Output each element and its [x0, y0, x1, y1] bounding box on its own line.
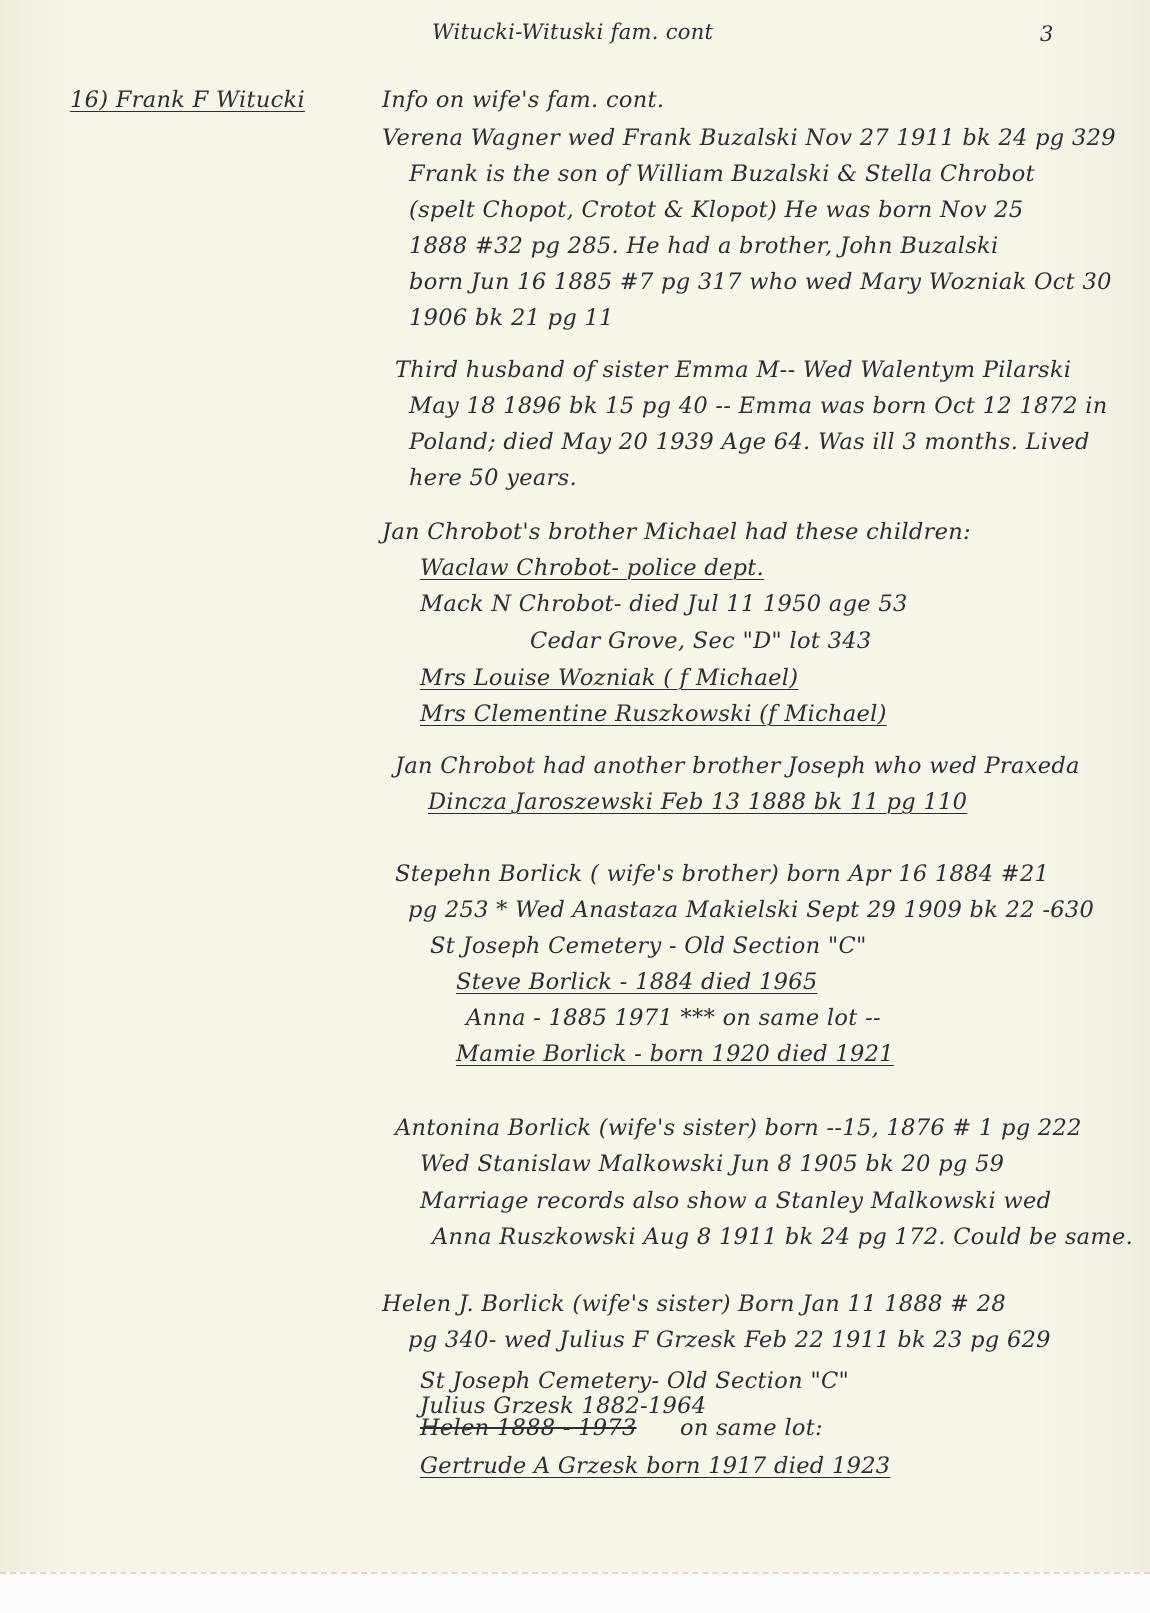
text-line: born Jun 16 1885 #7 pg 317 who wed Mary Wozniak Oct 30: [409, 269, 1112, 295]
text-line: Jan Chrobot had another brother Joseph who wed Praxeda: [395, 753, 1080, 779]
text-line: May 18 1896 bk 15 pg 40 -- Emma was born Oct 12 1872 in: [409, 393, 1108, 419]
text-line: 1888 #32 pg 285. He had a brother, John Buzalski: [409, 233, 999, 259]
text-line: Steve Borlick - 1884 died 1965: [456, 969, 818, 995]
text-line: Anna - 1885 1971 *** on same lot --: [466, 1005, 881, 1031]
text-line: Jan Chrobot's brother Michael had these children:: [382, 519, 971, 545]
text-line: Antonina Borlick (wife's sister) born --15, 1876 # 1 pg 222: [395, 1115, 1082, 1141]
text-line: St Joseph Cemetery- Old Section "C": [420, 1368, 850, 1394]
text-line: Wed Stanislaw Malkowski Jun 8 1905 bk 20 pg 59: [420, 1151, 1005, 1177]
text-line: Julius Grzesk 1882-1964: [420, 1393, 707, 1419]
text-line: 1906 bk 21 pg 11: [409, 305, 614, 331]
text-line: Helen 1888 - 1973: [420, 1415, 637, 1441]
text-line: Third husband of sister Emma M-- Wed Walentym Pilarski: [395, 357, 1072, 383]
text-line: Info on wife's fam. cont.: [382, 87, 665, 113]
text-line: Verena Wagner wed Frank Buzalski Nov 27 1911 bk 24 pg 329: [382, 125, 1116, 151]
text-line: Helen J. Borlick (wife's sister) Born Jan 11 1888 # 28: [382, 1291, 1006, 1317]
text-line: Waclaw Chrobot- police dept.: [420, 555, 765, 581]
text-line: Anna Ruszkowski Aug 8 1911 bk 24 pg 172. Could be same.: [432, 1224, 1134, 1250]
page-bottom-edge: [0, 1572, 1150, 1613]
page-number: 3: [1040, 22, 1054, 46]
text-line: Stepehn Borlick ( wife's brother) born Apr 16 1884 #21: [395, 861, 1050, 887]
text-line: Mack N Chrobot- died Jul 11 1950 age 53: [420, 591, 908, 617]
text-line: here 50 years.: [409, 465, 577, 491]
text-line: Mamie Borlick - born 1920 died 1921: [456, 1041, 894, 1067]
text-line: pg 253 * Wed Anastaza Makielski Sept 29 1909 bk 22 -630: [408, 897, 1095, 923]
text-line: on same lot:: [680, 1415, 823, 1441]
text-line: Cedar Grove, Sec "D" lot 343: [530, 628, 872, 654]
text-line: Gertrude A Grzesk born 1917 died 1923: [420, 1453, 891, 1479]
text-line: Mrs Clementine Ruszkowski (f Michael): [420, 701, 887, 727]
text-line: Marriage records also show a Stanley Malkowski wed: [420, 1188, 1052, 1214]
text-line: (spelt Chopot, Crotot & Klopot) He was born Nov 25: [409, 197, 1024, 223]
text-line: Dincza Jaroszewski Feb 13 1888 bk 11 pg 110: [428, 789, 968, 815]
text-line: pg 340- wed Julius F Grzesk Feb 22 1911 bk 23 pg 629: [408, 1327, 1051, 1353]
text-line: Poland; died May 20 1939 Age 64. Was ill 3 months. Lived: [409, 429, 1090, 455]
margin-person-label: 16) Frank F Witucki: [70, 87, 305, 113]
text-line: Mrs Louise Wozniak ( f Michael): [420, 665, 799, 691]
text-line: St Joseph Cemetery - Old Section "C": [430, 933, 867, 959]
text-line: Frank is the son of William Buzalski & Stella Chrobot: [409, 161, 1035, 187]
page-header-title: Witucki-Wituski fam. cont: [432, 20, 714, 44]
